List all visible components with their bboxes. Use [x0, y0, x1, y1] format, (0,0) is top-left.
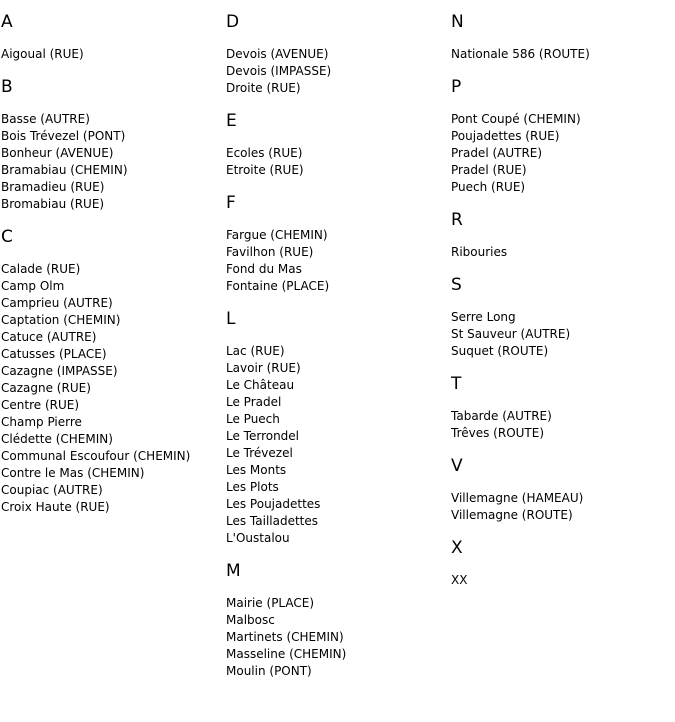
street-link[interactable]: XX — [451, 573, 468, 587]
street-link[interactable]: Bramabiau (CHEMIN) — [1, 163, 128, 177]
street-link[interactable]: Bramadieu (RUE) — [1, 180, 105, 194]
letter-section — [451, 456, 671, 524]
street-link[interactable]: Clédette (CHEMIN) — [1, 432, 113, 446]
street-list — [226, 145, 446, 179]
street-link[interactable]: Pradel (RUE) — [451, 163, 527, 177]
street-list — [451, 244, 671, 261]
street-list — [226, 343, 446, 547]
section-letter-heading: S — [451, 275, 462, 295]
section-letter-heading: C — [1, 227, 13, 247]
street-list — [451, 111, 671, 196]
street-list — [451, 490, 671, 524]
street-link[interactable]: Captation (CHEMIN) — [1, 313, 121, 327]
street-link[interactable]: Pont Coupé (CHEMIN) — [451, 112, 581, 126]
street-list — [451, 309, 671, 360]
street-link[interactable]: Devois (IMPASSE) — [226, 64, 332, 78]
street-link[interactable]: Catuce (AUTRE) — [1, 330, 97, 344]
street-link[interactable]: Etroite (RUE) — [226, 163, 304, 177]
street-link[interactable]: Centre (RUE) — [1, 398, 80, 412]
letter-section — [226, 12, 446, 97]
street-link[interactable]: L'Oustalou — [226, 531, 290, 545]
street-link[interactable]: Le Château — [226, 378, 295, 392]
letter-section — [451, 374, 671, 442]
letter-section — [1, 227, 221, 516]
street-list — [451, 46, 671, 63]
street-link[interactable]: Croix Haute (RUE) — [1, 500, 110, 514]
street-link[interactable]: Catusses (PLACE) — [1, 347, 107, 361]
street-link[interactable]: Champ Pierre — [1, 415, 82, 429]
letter-section — [451, 12, 671, 63]
section-letter-heading: L — [226, 309, 236, 329]
letter-section — [451, 210, 671, 261]
street-link[interactable]: Fargue (CHEMIN) — [226, 228, 328, 242]
street-link[interactable]: Suquet (ROUTE) — [451, 344, 549, 358]
street-list — [451, 408, 671, 442]
letter-section — [451, 538, 671, 589]
section-letter-heading: X — [451, 538, 463, 558]
street-link[interactable]: Bromabiau (RUE) — [1, 197, 105, 211]
section-letter-heading: A — [1, 12, 13, 32]
street-link[interactable]: Les Tailladettes — [226, 514, 319, 528]
street-link[interactable]: Lac (RUE) — [226, 344, 285, 358]
street-link[interactable]: Nationale 586 (ROUTE) — [451, 47, 590, 61]
street-list — [1, 111, 221, 213]
street-link[interactable]: Bois Trévezel (PONT) — [1, 129, 126, 143]
index-column-2 — [226, 12, 446, 694]
street-link[interactable]: Le Trévezel — [226, 446, 293, 460]
section-letter-heading: R — [451, 210, 463, 230]
street-link[interactable]: Moulin (PONT) — [226, 664, 312, 678]
street-link[interactable]: Martinets (CHEMIN) — [226, 630, 344, 644]
letter-section — [451, 77, 671, 196]
street-link[interactable]: Le Pradel — [226, 395, 282, 409]
street-link[interactable]: Puech (RUE) — [451, 180, 526, 194]
street-link[interactable]: Cazagne (RUE) — [1, 381, 91, 395]
street-link[interactable]: Poujadettes (RUE) — [451, 129, 560, 143]
street-link[interactable]: Lavoir (RUE) — [226, 361, 301, 375]
street-link[interactable]: Coupiac (AUTRE) — [1, 483, 103, 497]
letter-section — [1, 77, 221, 213]
street-list — [1, 46, 221, 63]
street-link[interactable]: Ecoles (RUE) — [226, 146, 303, 160]
street-link[interactable]: Communal Escoufour (CHEMIN) — [1, 449, 191, 463]
section-letter-heading: T — [451, 374, 462, 394]
street-link[interactable]: Ribouries — [451, 245, 508, 259]
letter-section — [1, 12, 221, 63]
section-letter-heading: D — [226, 12, 240, 32]
street-link[interactable]: Les Plots — [226, 480, 279, 494]
street-link[interactable]: Basse (AUTRE) — [1, 112, 90, 126]
letter-section — [226, 193, 446, 295]
section-letter-heading: B — [1, 77, 13, 97]
street-link[interactable]: Camprieu (AUTRE) — [1, 296, 113, 310]
street-link[interactable]: Fontaine (PLACE) — [226, 279, 330, 293]
street-link[interactable]: Droite (RUE) — [226, 81, 301, 95]
index-column-3 — [451, 12, 671, 603]
letter-section — [226, 111, 446, 179]
street-link[interactable]: Le Puech — [226, 412, 280, 426]
section-letter-heading: P — [451, 77, 462, 97]
street-link[interactable]: Mairie (PLACE) — [226, 596, 315, 610]
street-list — [226, 595, 446, 680]
street-list — [451, 572, 671, 589]
letter-section — [226, 561, 446, 680]
street-link[interactable]: Pradel (AUTRE) — [451, 146, 543, 160]
street-link[interactable]: Calade (RUE) — [1, 262, 81, 276]
street-link[interactable]: Le Terrondel — [226, 429, 300, 443]
letter-section — [226, 309, 446, 547]
street-link[interactable]: Devois (AVENUE) — [226, 47, 329, 61]
street-link[interactable]: Contre le Mas (CHEMIN) — [1, 466, 145, 480]
section-letter-heading: M — [226, 561, 241, 581]
street-list — [1, 261, 221, 516]
section-letter-heading: F — [226, 193, 236, 213]
street-list — [226, 227, 446, 295]
street-link[interactable]: Bonheur (AVENUE) — [1, 146, 114, 160]
street-link[interactable]: Serre Long — [451, 310, 516, 324]
section-letter-heading: E — [226, 111, 237, 131]
street-link[interactable]: Les Monts — [226, 463, 287, 477]
letter-section — [451, 275, 671, 360]
section-letter-heading: V — [451, 456, 463, 476]
street-link[interactable]: Camp Olm — [1, 279, 65, 293]
street-link[interactable]: Aigoual (RUE) — [1, 47, 84, 61]
street-link[interactable]: Fond du Mas — [226, 262, 302, 276]
street-link[interactable]: St Sauveur (AUTRE) — [451, 327, 571, 341]
street-link[interactable]: Villemagne (HAMEAU) — [451, 491, 584, 505]
street-link[interactable]: Villemagne (ROUTE) — [451, 508, 573, 522]
street-list — [226, 46, 446, 97]
street-link[interactable]: Malbosc — [226, 613, 275, 627]
index-column-1 — [1, 12, 221, 530]
street-link[interactable]: Trêves (ROUTE) — [451, 426, 545, 440]
street-link[interactable]: Les Poujadettes — [226, 497, 321, 511]
street-link[interactable]: Cazagne (IMPASSE) — [1, 364, 118, 378]
street-link[interactable]: Tabarde (AUTRE) — [451, 409, 552, 423]
street-link[interactable]: Favilhon (RUE) — [226, 245, 314, 259]
street-link[interactable]: Masseline (CHEMIN) — [226, 647, 347, 661]
section-letter-heading: N — [451, 12, 464, 32]
